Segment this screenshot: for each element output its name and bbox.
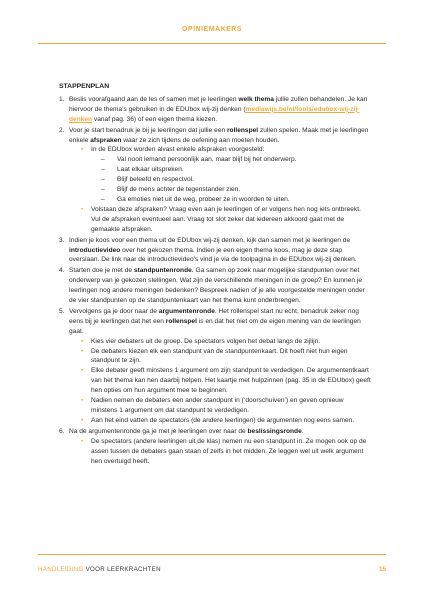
step-text: Indien je koos voor een thema uit de EDUbox wij-zij denken, kijk dan samen met je leerlingen de bbox=[69, 236, 351, 244]
dash-text: Blijf beleefd en respectvol. bbox=[117, 176, 194, 184]
bullet-text: Volstaan deze afspraken? Vraag even aan je leerlingen of er volgens hen nog iets ontbreekt. Vul de afspraken eventueel aan. Vraag tot slot zeker dat iedereen akkoord gaat met de gemaakte afspraken. bbox=[91, 205, 361, 233]
step-keyword: rollenspel bbox=[165, 317, 197, 325]
dash-icon: – bbox=[101, 156, 105, 164]
list-item bbox=[81, 366, 371, 396]
dash-icon: – bbox=[101, 186, 105, 194]
step-text: Beslis voorafgaand aan de les of samen met je leerlingen bbox=[69, 95, 239, 103]
step-keyword: rollenspel bbox=[226, 126, 259, 134]
bullet-text: De spectators (andere leerlingen uit de klas) nemen nu een standpunt in. Ze mogen ook op de assen tussen de debaters gaan staan of zelfs in het midden. Ze leggen wel uit welk argument hen overtuigd heeft. bbox=[91, 437, 367, 465]
bullet-text: Elke debater geeft minstens 1 argument om zijn standpunt te verdedigen. De argumententkaart van het thema kan hen daarbij helpen. Het kaartje met hulpzinnen (pag. 35 in de EDUbox) geeft hen opties om hun argument mee te beginnen. bbox=[91, 367, 371, 395]
step-keyword: afspraken bbox=[90, 136, 122, 144]
step-keyword: argumentenronde bbox=[158, 307, 215, 315]
step-4 bbox=[59, 266, 371, 306]
step-number: 4. bbox=[59, 267, 65, 275]
footer-dark-text: VOOR LEERKRACHTEN bbox=[85, 566, 161, 573]
step-number: 3. bbox=[59, 236, 65, 244]
step-text: . bbox=[301, 427, 304, 435]
page-header bbox=[0, 0, 424, 33]
section-title: STAPPENPLAN bbox=[59, 83, 110, 90]
bullet-text: De debaters kiezen elk een standpunt van de standpuntenkaart. Dit hoeft niet hun eigen standpunt te zijn. bbox=[91, 347, 348, 365]
dash-text: Ga emoties niet uit de weg, probeer ze in woorden te uiten. bbox=[117, 195, 290, 203]
step-text: vanaf pag. 36) of een eigen thema kiezen. bbox=[92, 115, 218, 123]
dash-text: Blijf de mens achter de tegenstander zien. bbox=[117, 186, 241, 194]
step-text: zullen spelen. Maak met je leerlingen enkele bbox=[69, 126, 369, 144]
list-item bbox=[101, 185, 371, 195]
step-keyword: standpuntenronde bbox=[133, 267, 192, 275]
list-item bbox=[81, 337, 371, 347]
step-number: 1. bbox=[59, 95, 65, 103]
dash-icon: – bbox=[101, 176, 105, 184]
bullet-list bbox=[69, 145, 371, 234]
bullet-dot-icon: • bbox=[81, 205, 84, 213]
bullet-dot-icon: • bbox=[81, 367, 84, 375]
list-item bbox=[81, 205, 371, 235]
bullet-dot-icon: • bbox=[81, 337, 84, 345]
step-text: waar ze zich tijdens de oefening aan moeten houden. bbox=[121, 136, 280, 144]
step-number: 5. bbox=[59, 307, 65, 315]
step-text: over het gekozen thema. Indien je een eigen thema koos, mag je deze stap overslaan. De link naar de introductievideo’s vind je via de toolpagina in de EDUbox wij-zij denken. bbox=[69, 246, 357, 264]
step-text: . Het rollenspel start nu echt, benadruk zeker nog eens bij je leerlingen dat het een bbox=[69, 307, 359, 325]
step-text: Voor je start benadruk je bij je leerlingen dat jullie een bbox=[69, 126, 227, 134]
dash-list bbox=[91, 155, 371, 205]
dash-text: Val nooit iemand persoonlijk aan, maar blijf bij het onderwerp. bbox=[117, 156, 297, 164]
list-item bbox=[101, 165, 371, 175]
list-item bbox=[81, 437, 371, 467]
step-number: 2. bbox=[59, 126, 65, 134]
bullet-text: Nadien nemen de debaters een ander standpunt in (‘doorschuiven’) en geven opnieuw minstens 1 argument om dat standpunt te verdedigen. bbox=[91, 397, 344, 414]
footer-accent-text: HANDLEIDING bbox=[38, 566, 84, 573]
steps-list bbox=[59, 95, 371, 467]
step-text: Vervolgens ga je door naar de bbox=[69, 307, 159, 315]
page-number: 15 bbox=[378, 566, 386, 573]
bullet-list bbox=[69, 337, 371, 426]
bullet-text: Kies vier debaters uit de groep. De spectators volgen het debat langs de zijlijn. bbox=[91, 337, 321, 345]
list-item bbox=[101, 175, 371, 185]
header-divider bbox=[38, 43, 386, 44]
list-item bbox=[81, 347, 371, 367]
header-title: OPINIEMAKERS bbox=[181, 26, 243, 33]
step-keyword: beslissingsronde bbox=[247, 427, 302, 435]
step-text: is en dat het niet om de eigen mening van de leerlingen gaat. bbox=[69, 317, 361, 335]
footer-divider bbox=[38, 554, 386, 555]
list-item bbox=[101, 155, 371, 165]
step-5 bbox=[59, 307, 371, 426]
main-content bbox=[59, 82, 371, 467]
step-keyword: introductievideo bbox=[69, 246, 121, 254]
step-text: Starten doe je met de bbox=[69, 267, 134, 275]
bullet-text: Aan het eind vatten de spectators (de andere leerlingen) de argumenten nog eens samen. bbox=[91, 416, 355, 424]
list-item bbox=[81, 396, 371, 416]
bullet-list bbox=[69, 437, 371, 467]
dash-text: Laat elkaar uitspreken. bbox=[117, 166, 184, 174]
bullet-dot-icon: • bbox=[81, 397, 84, 405]
step-3 bbox=[59, 236, 371, 266]
step-text: jullie zullen behandelen. Je kan hiervoor de thema’s gebruiken in de EDUbox wij-zij denken ( bbox=[69, 95, 368, 113]
bullet-dot-icon: • bbox=[81, 437, 84, 445]
step-6 bbox=[59, 427, 371, 467]
bullet-dot-icon: • bbox=[81, 146, 84, 154]
list-item bbox=[101, 195, 371, 205]
dash-icon: – bbox=[101, 195, 105, 203]
list-item bbox=[81, 416, 371, 426]
bullet-text: In de EDUbox worden alvast enkele afspraken voorgesteld: bbox=[91, 146, 265, 154]
list-item bbox=[81, 145, 371, 204]
edubox-link[interactable]: mediawijs.be/nl/tools/edubox-wij-zij-denken bbox=[69, 105, 360, 123]
step-1 bbox=[59, 95, 371, 125]
step-number: 6. bbox=[59, 427, 65, 435]
step-text: Na de argumentenronde ga je met je leerlingen over naar de bbox=[69, 427, 248, 435]
footer-label bbox=[38, 566, 161, 573]
step-keyword: welk thema bbox=[238, 95, 274, 103]
dash-icon: – bbox=[101, 166, 105, 174]
step-2 bbox=[59, 126, 371, 235]
bullet-dot-icon: • bbox=[81, 347, 84, 355]
bullet-dot-icon: • bbox=[81, 416, 84, 424]
step-text: . Ga samen op zoek naar mogelijke standpunten over het onderwerp van je gekozen stellingen. Wat zijn de verschillende meningen in de groep? En kunnen je leerlingen nog andere meningen bedenken? Bespreek nadien of je alle voorgestelde meningen onder de vier standpunten op de standpuntenkaart van het thema kunt onderbrengen. bbox=[69, 267, 365, 305]
